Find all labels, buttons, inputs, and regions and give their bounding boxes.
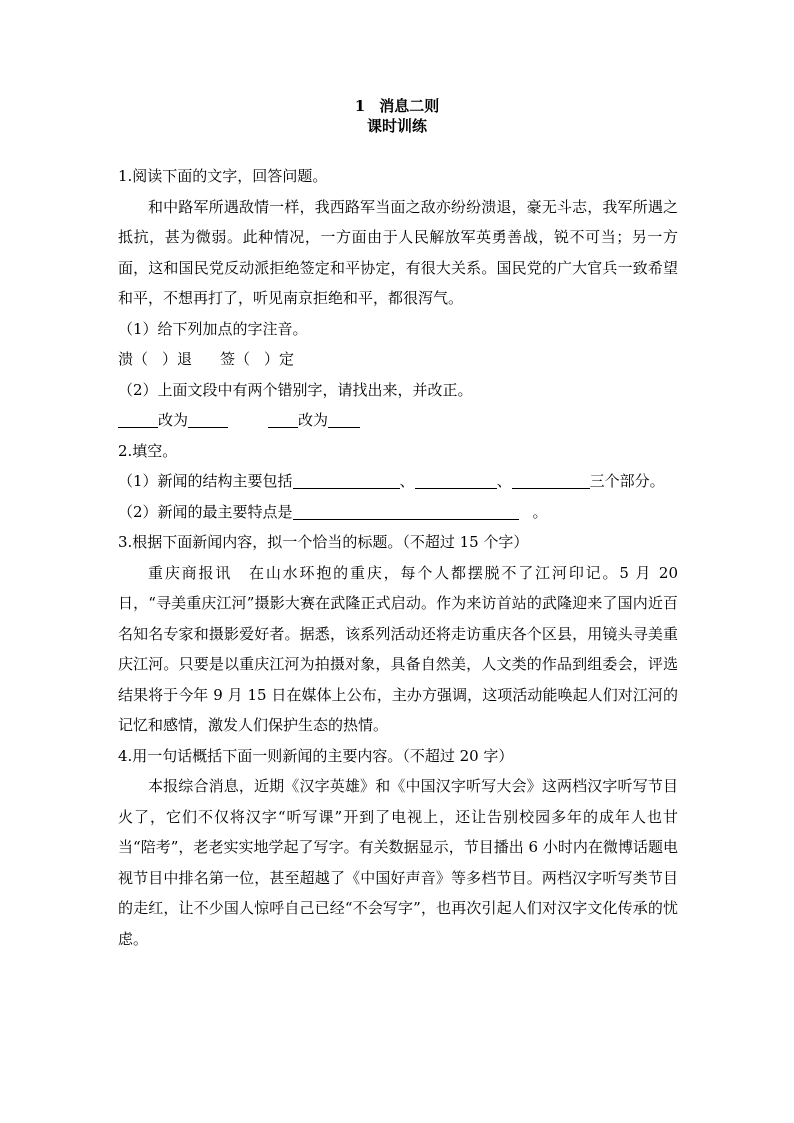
lesson-title-text: 消息二则	[379, 97, 440, 115]
q1-sub2: （2）上面文段中有两个错别字，请找出来，并改正。	[118, 380, 473, 399]
q4-passage: 本报综合消息，近期《汉字英雄》和《中国汉字听写大会》这两档汉字听写节目火了，它们不仅将汉字“听写课”开到了电视上，还让告别校园多年的成年人也甘当“陪考”，老老实实地学起了写字。有关数据显示，节目播出 6 小时内在微博话题电视节目中排名第一位，甚至超越了《中国好声音》等多档节目。两档汉字听写类节目的走红，让不少国人惊呼自己已经“不会写字”，也再次引起人们对汉字文化传承的忧虑。	[118, 777, 678, 948]
title-block	[0, 96, 794, 136]
q2-sub2	[118, 497, 678, 528]
q1-passage: 和中路军所遇敌情一样，我西路军当面之敌亦纷纷溃退，豪无斗志，我军所遇之抵抗，甚为微弱。此种情况，一方面由于人民解放军英勇善战，锐不可当；另一方面，这和国民党反动派拒绝签定和平协定，有很大关系。国民党的广大官兵一致希望和平，不想再打了，听见南京拒绝和平，都很泻气。	[118, 197, 678, 307]
q3-prompt: 3.根据下面新闻内容，拟一个恰当的标题。（不超过 15 个字）	[118, 533, 529, 551]
change-to-2: 改为	[298, 411, 329, 429]
wrong-char-blank-1[interactable]	[118, 409, 158, 428]
q2-sub2-prefix: （2）新闻的最主要特点是	[118, 502, 293, 521]
wrong-char-blank-2[interactable]	[268, 409, 298, 428]
subtitle: 课时训练	[366, 117, 427, 135]
q3-passage: 重庆商报讯 在山水环抱的重庆，每个人都摆脱不了江河印记。5 月 20 日，“寻美重庆江河”摄影大赛在武隆正式启动。作为来访首站的武隆迎来了国内近百名知名专家和摄影爱好者。据悉，该系列活动还将走访重庆各个区县，用镜头寻美重庆江河。只要是以重庆江河为拍摄对象，具备自然美，人文类的作品到组委会，评选结果将于今年 9 月 15 日在媒体上公布，主办方强调，这项活动能唤起人们对江河的记忆和感情，激发人们保护生态的热情。	[118, 563, 678, 734]
structure-blank-1[interactable]	[293, 470, 400, 489]
item-b-char: 签（	[220, 350, 251, 368]
lesson-title	[0, 96, 794, 116]
q2-sub2-suffix: 。	[532, 502, 548, 521]
q2-sub1-prefix: （1）新闻的结构主要包括	[118, 472, 293, 490]
correct-char-blank-2[interactable]	[328, 409, 360, 428]
change-to-1: 改为	[158, 411, 189, 429]
q1-correction-line	[118, 405, 678, 436]
item-a-rest: ）退	[162, 350, 193, 368]
content	[118, 161, 678, 954]
q1-sub1: （1）给下列加点的字注音。	[118, 319, 308, 338]
q1-prompt: 1.阅读下面的文字，回答问题。	[118, 167, 328, 185]
q2-prompt: 2.填空。	[118, 441, 178, 460]
q2-sub1	[118, 466, 678, 497]
q2-sub1-suffix: 三个部分。	[589, 472, 665, 490]
feature-blank[interactable]	[293, 501, 519, 520]
correct-char-blank-1[interactable]	[188, 409, 228, 428]
structure-blank-3[interactable]	[512, 470, 590, 489]
q2-sep-1: 、	[399, 472, 415, 490]
item-a-char: 溃（	[118, 350, 149, 368]
structure-blank-2[interactable]	[415, 470, 497, 489]
item-b-rest: ）定	[264, 350, 295, 368]
q1-pinyin-items	[118, 344, 678, 375]
q4-prompt: 4.用一句话概括下面一则新闻的主要内容。（不超过 20 字）	[118, 746, 514, 765]
lesson-number: 1	[354, 97, 366, 115]
q2-sep-2: 、	[496, 472, 512, 490]
